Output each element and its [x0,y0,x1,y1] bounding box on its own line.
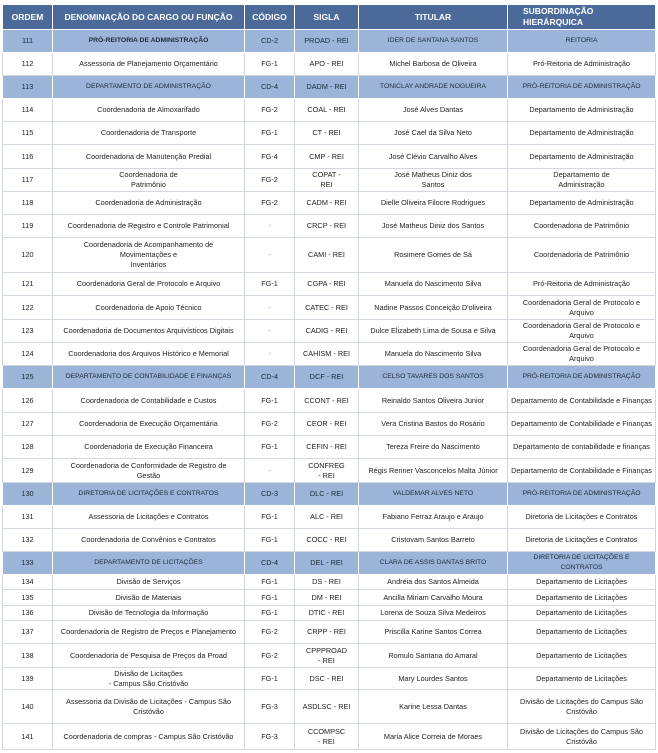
ordem-cell: 138 [2,644,53,668]
ordem-cell: 139 [2,668,53,690]
denominacao-cell: Coordenadoria de Manutenção Predial [53,145,245,169]
sigla-cell: DADM - REI [295,76,359,99]
table-row [2,320,656,343]
sigla-cell: DLC - REI [295,483,359,506]
sigla-cell: ALC - REI [295,506,359,529]
sigla-cell: COAL - REI [295,99,359,122]
ordem-cell: 121 [2,273,53,296]
titular-cell: Karine Lessa Dantas [359,690,508,724]
codigo-cell: - [245,215,295,238]
sigla-cell: APO - REI [295,53,359,76]
subordinacao-cell: PRÓ-REITORIA DE ADMINISTRAÇÃO [508,483,656,506]
denominacao-cell: Coordenadoria de Conformidade de Registro de Gestão [53,459,245,483]
codigo-cell: CD-2 [245,30,295,53]
ordem-cell: 136 [2,606,53,621]
table-row [2,169,656,192]
table-row [2,192,656,215]
subordinacao-cell: Departamento de Licitações [508,668,656,690]
denominacao-cell: Coordenadoria de Administração [53,192,245,215]
titular-cell: CELSO TAVARES DOS SANTOS [359,366,508,389]
table-row [2,724,656,750]
ordem-cell: 128 [2,436,53,459]
subordinacao-cell: Departamento de Administração [508,99,656,122]
titular-cell: Priscilla Karine Santos Correa [359,621,508,644]
codigo-cell: FG-1 [245,273,295,296]
sigla-cell: DTIC - REI [295,606,359,621]
table-row [2,590,656,606]
ordem-cell: 122 [2,296,53,320]
subordinacao-cell: Coordenadoria Geral de Protocolo e Arquivo [508,296,656,320]
subordinacao-cell: Departamento de Contabilidade e Finanças [508,459,656,483]
ordem-cell: 117 [2,169,53,192]
sigla-cell: DS - REI [295,575,359,590]
denominacao-cell: Divisão de Tecnologia da Informação [53,606,245,621]
table-row [2,343,656,366]
titular-cell: José Matheus Diniz dos Santos [359,169,508,192]
table-header-row [2,5,656,30]
titular-cell: Dulce Elizabeth Lima de Sousa e Silva [359,320,508,343]
codigo-cell: FG-2 [245,192,295,215]
titular-cell: Maria Alice Correia de Moraes [359,724,508,750]
column-header-denominacao: DENOMINAÇÃO DO CARGO OU FUNÇÃO [53,5,245,30]
subordinacao-cell: PRÓ-REITORIA DE ADMINISTRAÇÃO [508,76,656,99]
table-row [2,668,656,690]
table-row [2,483,656,506]
sigla-cell: DM - REI [295,590,359,606]
table-row [2,366,656,389]
codigo-cell: FG-2 [245,413,295,436]
ordem-cell: 125 [2,366,53,389]
codigo-cell: CD-4 [245,366,295,389]
table-row [2,273,656,296]
ordem-cell: 113 [2,76,53,99]
codigo-cell: FG-1 [245,529,295,552]
subordinacao-cell: Departamento de Licitações [508,590,656,606]
subordinacao-cell: PRÓ-REITORIA DE ADMINISTRAÇÃO [508,366,656,389]
denominacao-cell: Coordenadoria de Patrimônio [53,169,245,192]
sigla-cell: DCF - REI [295,366,359,389]
sigla-cell: CADIG - REI [295,320,359,343]
denominacao-cell: Coordenadoria de Transporte [53,122,245,145]
column-header-ordem: ORDEM [2,5,53,30]
denominacao-cell: Assessoria de Licitações e Contratos [53,506,245,529]
sigla-cell: CT - REI [295,122,359,145]
codigo-cell: CD-4 [245,552,295,575]
sigla-cell: CMP - REI [295,145,359,169]
titular-cell: Romulo Santana do Amaral [359,644,508,668]
titular-cell: Fabiano Ferraz Araujo e Araujo [359,506,508,529]
subordinacao-cell: Departamento de Contabilidade e Finanças [508,389,656,413]
titular-cell: Reinaldo Santos Oliveira Junior [359,389,508,413]
subordinacao-cell: Coordenadoria de Patrimônio [508,238,656,273]
subordinacao-cell: Coordenadoria Geral de Protocolo e Arquivo [508,343,656,366]
table-row [2,53,656,76]
codigo-cell: FG-3 [245,690,295,724]
codigo-cell: FG-1 [245,506,295,529]
ordem-cell: 124 [2,343,53,366]
subordinacao-cell: Divisão de Licitações do Campus São Cristóvão [508,724,656,750]
titular-cell: Manuela do Nascimento Silva [359,343,508,366]
subordinacao-cell: Departamento de Licitações [508,644,656,668]
subordinacao-cell: Departamento de Administração [508,192,656,215]
ordem-cell: 140 [2,690,53,724]
sigla-cell: DEL - REI [295,552,359,575]
table-row [2,76,656,99]
denominacao-cell: Divisão de Serviços [53,575,245,590]
table-row [2,296,656,320]
ordem-cell: 127 [2,413,53,436]
denominacao-cell: Coordenadoria dos Arquivos Histórico e Memorial [53,343,245,366]
table-row [2,529,656,552]
sigla-cell: COCC - REI [295,529,359,552]
ordem-cell: 132 [2,529,53,552]
denominacao-cell: Divisão de Materiais [53,590,245,606]
codigo-cell: FG-3 [245,724,295,750]
table-row [2,145,656,169]
denominacao-cell: Coordenadoria de Acompanhamento de Movimentações e Inventários [53,238,245,273]
table-row [2,606,656,621]
denominacao-cell: Coordenadoria de compras - Campus São Cristóvão [53,724,245,750]
table-row [2,215,656,238]
sigla-cell: CATEC - REI [295,296,359,320]
table-row [2,459,656,483]
codigo-cell: FG-4 [245,145,295,169]
sigla-cell: CEFIN - REI [295,436,359,459]
sigla-cell: CRPP - REI [295,621,359,644]
ordem-cell: 118 [2,192,53,215]
subordinacao-cell: Diretoria de Licitações e Contratos [508,529,656,552]
denominacao-cell: Coordenadoria de Registro de Preços e Planejamento [53,621,245,644]
sigla-cell: COPAT - REI [295,169,359,192]
table-row [2,389,656,413]
denominacao-cell: Coordenadoria de Execução Financeira [53,436,245,459]
subordinacao-cell: Coordenadoria Geral de Protocolo e Arquivo [508,320,656,343]
sigla-cell: CCOMPSC - REI [295,724,359,750]
denominacao-cell: DIRETORIA DE LICITAÇÕES E CONTRATOS [53,483,245,506]
titular-cell: Vera Cristina Bastos do Rosário [359,413,508,436]
denominacao-cell: Coordenadoria de Registro e Controle Patrimonial [53,215,245,238]
denominacao-cell: DEPARTAMENTO DE CONTABILIDADE E FINANÇAS [53,366,245,389]
subordinacao-cell: Departamento de Administração [508,145,656,169]
sigla-cell: CEOR - REI [295,413,359,436]
ordem-cell: 135 [2,590,53,606]
ordem-cell: 130 [2,483,53,506]
codigo-cell: FG-2 [245,621,295,644]
codigo-cell: FG-1 [245,575,295,590]
titular-cell: Lorena de Souza Silva Medeiros [359,606,508,621]
column-header-sigla: SIGLA [295,5,359,30]
denominacao-cell: Coordenadoria de Execução Orçamentária [53,413,245,436]
codigo-cell: FG-1 [245,436,295,459]
sigla-cell: PROAD - REI [295,30,359,53]
titular-cell: Rosimere Gomes de Sá [359,238,508,273]
subordinacao-cell: Diretoria de Licitações e Contratos [508,506,656,529]
sigla-cell: CRCP - REI [295,215,359,238]
subordinacao-cell: Pró-Reitoria de Administração [508,53,656,76]
sigla-cell: CAHISM - REI [295,343,359,366]
codigo-cell: FG-1 [245,389,295,413]
titular-cell: Michel Barbosa de Oliveira [359,53,508,76]
titular-cell: Nadine Passos Conceição D'oliveira [359,296,508,320]
denominacao-cell: Divisão de Licitações - Campus São Cristóvão [53,668,245,690]
ordem-cell: 129 [2,459,53,483]
column-header-subordinacao: SUBORDINAÇÃO HIERÁRQUICA [508,5,656,30]
denominacao-cell: Assessoria de Planejamento Orçamentário [53,53,245,76]
denominacao-cell: Coordenadoria de Documentos Arquivísticos Digitais [53,320,245,343]
titular-cell: VALDEMAR ALVES NETO [359,483,508,506]
denominacao-cell: Coordenadoria de Pesquisa de Preços da Proad [53,644,245,668]
titular-cell: CLARA DE ASSIS DANTAS BRITO [359,552,508,575]
codigo-cell: - [245,238,295,273]
ordem-cell: 114 [2,99,53,122]
titular-cell: TONICLAY ANDRADE NOGUEIRA [359,76,508,99]
subordinacao-cell: REITORIA [508,30,656,53]
ordem-cell: 126 [2,389,53,413]
table-row [2,413,656,436]
subordinacao-cell: Departamento de Licitações [508,606,656,621]
titular-cell: Andréia dos Santos Almeida [359,575,508,590]
table-row [2,238,656,273]
subordinacao-cell: Divisão de Licitações do Campus São Cristóvão [508,690,656,724]
subordinacao-cell: Pró-Reitoria de Administração [508,273,656,296]
codigo-cell: FG-1 [245,606,295,621]
subordinacao-cell: Departamento de Administração [508,122,656,145]
titular-cell: Dielle Oliveira Filocre Rodrigues [359,192,508,215]
ordem-cell: 141 [2,724,53,750]
denominacao-cell: DEPARTAMENTO DE ADMINISTRAÇÃO [53,76,245,99]
denominacao-cell: Coordenadoria de Apoio Técnico [53,296,245,320]
sigla-cell: CAMI - REI [295,238,359,273]
sigla-cell: CPPPROAD - REI [295,644,359,668]
titular-cell: Tereza Freire do Nascimento [359,436,508,459]
column-header-titular: TITULAR [359,5,508,30]
subordinacao-cell: Departamento de Administração [508,169,656,192]
titular-cell: Régis Renner Vasconcelos Malta Júnior [359,459,508,483]
titular-cell: IDER DE SANTANA SANTOS [359,30,508,53]
titular-cell: Ancilla Miriam Carvalho Moura [359,590,508,606]
codigo-cell: - [245,296,295,320]
codigo-cell: - [245,320,295,343]
sigla-cell: CADM - REI [295,192,359,215]
titular-cell: Mary Lourdes Santos [359,668,508,690]
denominacao-cell: Coordenadoria de Almoxarifado [53,99,245,122]
ordem-cell: 119 [2,215,53,238]
subordinacao-cell: Departamento de Contabilidade e Finanças [508,413,656,436]
denominacao-cell: Coordenadoria de Contabilidade e Custos [53,389,245,413]
subordinacao-cell: Coordenadoria de Patrimônio [508,215,656,238]
ordem-cell: 111 [2,30,53,53]
sigla-cell: DSC - REI [295,668,359,690]
titular-cell: Cristovam Santos Barreto [359,529,508,552]
table-row [2,690,656,724]
sigla-cell: CCONT - REI [295,389,359,413]
denominacao-cell: DEPARTAMENTO DE LICITAÇÕES [53,552,245,575]
sigla-cell: ASDLSC - REI [295,690,359,724]
table-row [2,621,656,644]
ordem-cell: 134 [2,575,53,590]
ordem-cell: 115 [2,122,53,145]
codigo-cell: FG-1 [245,590,295,606]
ordem-cell: 131 [2,506,53,529]
codigo-cell: - [245,459,295,483]
subordinacao-cell: DIRETORIA DE LICITAÇÕES E CONTRATOS [508,552,656,575]
subordinacao-cell: Departamento de Licitações [508,621,656,644]
codigo-cell: CD-4 [245,76,295,99]
denominacao-cell: PRÓ-REITORIA DE ADMINISTRAÇÃO [53,30,245,53]
sigla-cell: CONFREG - REI [295,459,359,483]
ordem-cell: 120 [2,238,53,273]
positions-table [2,5,656,750]
column-header-codigo: CÓDIGO [245,5,295,30]
codigo-cell: FG-2 [245,169,295,192]
titular-cell: José Alves Dantas [359,99,508,122]
titular-cell: Manuela do Nascimento Silva [359,273,508,296]
codigo-cell: FG-1 [245,53,295,76]
ordem-cell: 133 [2,552,53,575]
table-row [2,575,656,590]
denominacao-cell: Assessoria da Divisão de Licitações - Campus São Cristóvão [53,690,245,724]
subordinacao-cell: Departamento de Licitações [508,575,656,590]
codigo-cell: CD-3 [245,483,295,506]
titular-cell: José Matheus Diniz dos Santos [359,215,508,238]
ordem-cell: 116 [2,145,53,169]
sigla-cell: CGPA - REI [295,273,359,296]
table-row [2,552,656,575]
codigo-cell: FG-1 [245,122,295,145]
table-row [2,30,656,53]
table-row [2,99,656,122]
table-row [2,644,656,668]
table-row [2,436,656,459]
table-body [2,30,656,750]
titular-cell: José Clévio Carvalho Alves [359,145,508,169]
codigo-cell: FG-1 [245,668,295,690]
titular-cell: José Cael da Silva Neto [359,122,508,145]
subordinacao-cell: Departamento de contabilidade e finanças [508,436,656,459]
table-row [2,506,656,529]
codigo-cell: FG-2 [245,644,295,668]
denominacao-cell: Coordenadoria de Convênios e Contratos [53,529,245,552]
ordem-cell: 112 [2,53,53,76]
table-row [2,122,656,145]
codigo-cell: - [245,343,295,366]
ordem-cell: 123 [2,320,53,343]
ordem-cell: 137 [2,621,53,644]
denominacao-cell: Coordenadoria Geral de Protocolo e Arquivo [53,273,245,296]
codigo-cell: FG-2 [245,99,295,122]
